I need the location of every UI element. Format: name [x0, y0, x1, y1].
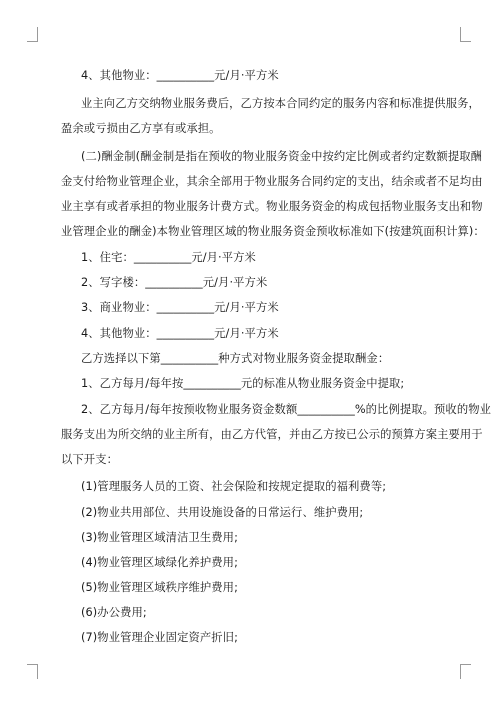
paragraph-line: 盈余或亏损由乙方享有或承担。 [61, 122, 221, 135]
list-item: 1、乙方每月/每年按__________元的标准从物业服务资金中提取; [81, 377, 405, 390]
crop-mark-bottom-right [460, 664, 471, 679]
line-other-property-fee: 4、其他物业：__________元/月·平方米 [81, 69, 279, 82]
crop-mark-top-left [27, 27, 38, 42]
paragraph-line: 业管理企业的酬金)本物业管理区域的物业服务资金预收标准如下(按建筑面积计算)： [61, 225, 485, 238]
list-item: (5)物业管理区域秩序维护费用; [81, 581, 238, 594]
line-commercial-fee: 3、商业物业：__________元/月·平方米 [81, 301, 279, 314]
paragraph-line: 乙方选择以下第__________种方式对物业服务资金提取酬金： [81, 352, 390, 365]
line-office-fee: 2、写字楼：__________元/月·平方米 [81, 276, 268, 289]
paragraph-line: 业主享有或者承担的物业服务计费方式。物业服务资金的构成包括物业服务支出和物 [61, 200, 483, 213]
list-item: (6)办公费用; [81, 606, 147, 619]
crop-mark-bottom-left [27, 664, 38, 679]
list-item: (7)物业管理企业固定资产折旧; [81, 631, 238, 644]
paragraph-line: 服务支出为所交纳的业主所有，由乙方代管，并由乙方按已公示的预算方案主要用于 [61, 428, 483, 441]
line-residential-fee: 1、住宅：__________元/月·平方米 [81, 251, 256, 264]
list-item: 2、乙方每月/每年按预收物业服务资金数额__________%的比例提取。预收的物业 [81, 403, 492, 416]
line-other-property-fee: 4、其他物业：__________元/月·平方米 [81, 327, 279, 340]
paragraph-line: 金支付给物业管理企业，其余全部用于物业服务合同约定的支出，结余或者不足均由 [61, 175, 483, 188]
list-item: (1)管理服务人员的工资、社会保险和按规定提取的福利费等; [81, 480, 387, 493]
list-item: (3)物业管理区域清洁卫生费用; [81, 531, 238, 544]
list-item: (2)物业共用部位、共用设施设备的日常运行、维护费用; [81, 506, 364, 519]
paragraph-line: (二)酬金制(酬金制是指在预收的物业服务资金中按约定比例或者约定数额提取酬 [81, 150, 483, 163]
paragraph-line: 业主向乙方交纳物业服务费后，乙方按本合同约定的服务内容和标准提供服务， [81, 97, 480, 110]
list-item: (4)物业管理区域绿化养护费用; [81, 556, 238, 569]
crop-mark-top-right [460, 27, 471, 42]
paragraph-line: 以下开支： [61, 453, 118, 466]
